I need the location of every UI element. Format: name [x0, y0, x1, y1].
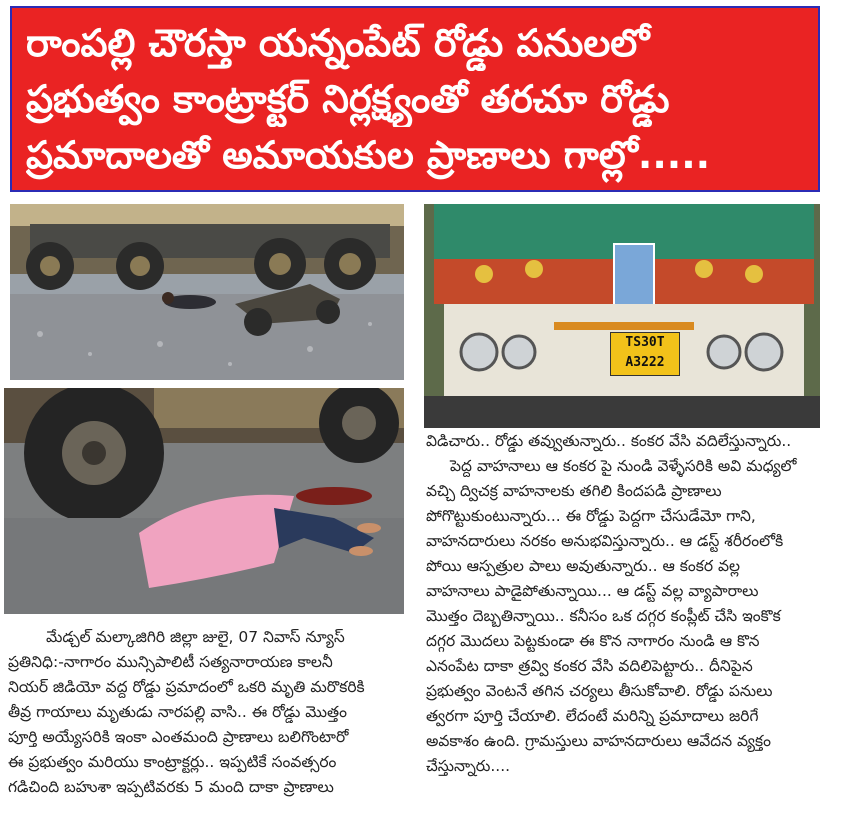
article-left-line: ఈ ప్రభుత్వం మరియు కాంట్రాక్టర్లు.. ఇప్పటికే సంవత్సరం: [8, 753, 337, 771]
article-right-line: విడిచారు.. రోడ్డు తవ్వుతున్నారు.. కంకర వేసి వదిలేస్తున్నారు..: [426, 432, 792, 450]
article-right-line: చేస్తున్నారు....: [426, 757, 511, 775]
article-left-line: మేడ్చల్ మల్కాజిగిరి జిల్లా జులై, 07 నివాస్ న్యూస్: [46, 628, 345, 646]
plate-line-2: A3222: [625, 355, 665, 370]
article-left-line: తీవ్ర గాయాలు మృతుడు నారపల్లి వాసి.. ఈ రోడ్డు మొత్తం: [8, 703, 347, 721]
article-left-line: నియర్ జిడియో వద్ద రోడ్డు ప్రమాదంలో ఒకరి మృతి మరొకరికి: [8, 678, 365, 696]
article-right-line: పెద్ద వాహనాలు ఆ కంకర పై నుండి వెళ్ళేసరికి అవి మధ్యలో: [450, 457, 797, 475]
article-column-left: [8, 625, 404, 819]
headline-line-3: ప్రమాదాలతో అమాయకుల ప్రాణాలు గాల్లో.....: [26, 133, 711, 177]
headline-line-1: రాంపల్లి చౌరస్తా యన్నంపేట్ రోడ్డు పనులలో: [26, 21, 650, 65]
article-right-line: పోగొట్టుకుంటున్నారు... ఈ రోడ్డు పెద్దగా చేసుడేమో గాని,: [426, 507, 756, 525]
article-right-line: ప్రభుత్వం వెంటనే తగిన చర్యలు తీసుకోవాలి. రోడ్డు పనులు: [426, 682, 773, 700]
article-right-line: వాహనదారులు నరకం అనుభవిస్తున్నారు.. ఆ డస్ట్ శరీరంలోకి: [426, 532, 784, 550]
article-left-line: పూర్తి అయ్యేసరికి ఇంకా ఎంతమంది ప్రాణాలు బలిగొంటారో: [8, 728, 349, 746]
license-plate: [610, 332, 680, 376]
plate-line-1: TS30T: [625, 335, 665, 350]
article-left-line: ప్రతినిధి:-నాగారం మున్సిపాలిటీ సత్యనారాయణ కాలనీ: [8, 653, 333, 671]
headline-line-2: ప్రభుత్వం కాంట్రాక్టర్ నిర్లక్ష్యంతో తరచూ రోడ్డు: [26, 77, 670, 121]
article-right-line: దగ్గర మొదలు పెట్టకుండా ఈ కొన నాగారం నుండి ఆ కొన: [426, 632, 760, 650]
article-right-line: అవకాశం ఉంది. గ్రామస్తులు వాహనదారులు ఆవేదన వ్యక్తం: [426, 732, 771, 750]
photo-accident-scooter: [10, 204, 404, 380]
headline-banner: [10, 6, 820, 192]
article-column-right: [426, 429, 820, 819]
article-right-line: మొత్తం దెబ్బతిన్నాయి.. కనీసం ఒక దగ్గర కంప్లీట్ చేసి ఇంకొక: [426, 607, 781, 625]
article-right-line: పోయి ఆస్పత్రుల పాలు అవుతున్నారు.. ఆ కంకర వల్ల: [426, 557, 740, 575]
article-right-line: త్వరగా పూర్తి చేయాలి. లేదంటే మరిన్ని ప్రమాదాలు జరిగే: [426, 707, 759, 725]
article-left-line: గడిచింది బహుశా ఇప్పటివరకు 5 మంది దాకా ప్రాణాలు: [8, 778, 334, 796]
article-right-line: వాహనాలు పాడైపోతున్నాయి... ఆ డస్ట్ వల్ల వ్యాపారాలు: [426, 582, 759, 600]
article-right-line: వచ్చి ద్విచక్ర వాహనాలకు తగిలి కిందపడి ప్రాణాలు: [426, 482, 722, 500]
photo-truck-front: [424, 204, 820, 428]
article-right-line: ఎనంపేట దాకా త్రవ్వి కంకర వేసి వదిలిపెట్టారు.. దీనిపైన: [426, 657, 753, 675]
photo-victim-truck: [4, 388, 404, 614]
